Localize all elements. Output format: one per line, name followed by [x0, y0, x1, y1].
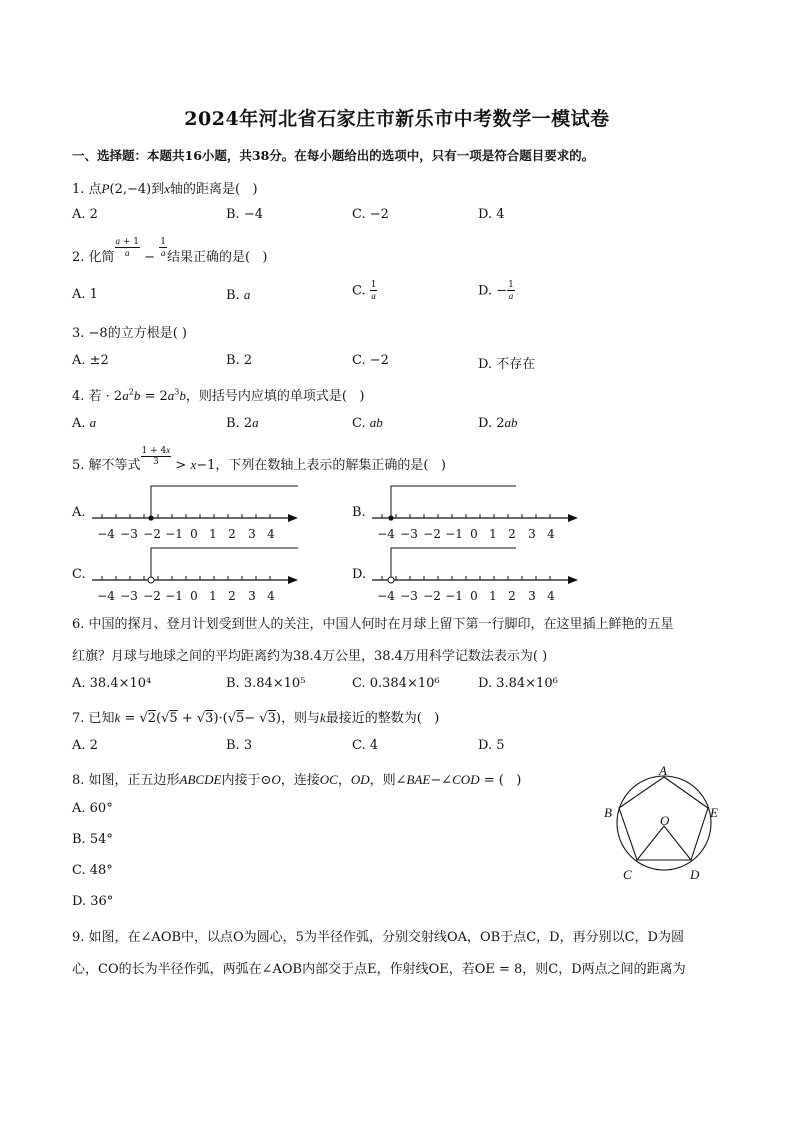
q1-option-a[interactable]: A. 2: [72, 207, 98, 222]
tick-label: 3: [528, 589, 536, 603]
label-e: E: [710, 805, 718, 820]
q4-option-c[interactable]: C. ab: [352, 415, 383, 431]
tick-label: 1: [489, 527, 497, 541]
tick-label: −1: [165, 527, 183, 541]
number-line-c: [86, 544, 301, 606]
tick-label: −4: [97, 589, 115, 603]
question-5: 5. 解不等式 1 + 4x 3 > x−1，下列在数轴上表示的解集正确的是( ): [72, 444, 446, 473]
tick-label: 1: [209, 527, 217, 541]
page-title: 2024年河北省石家庄市新乐市中考数学一模试卷: [184, 108, 610, 130]
q2-option-a[interactable]: A. 1: [72, 287, 98, 302]
label-b: B: [604, 805, 612, 820]
tick-label: 4: [267, 589, 275, 603]
tick-label: −1: [445, 589, 463, 603]
q3-option-d[interactable]: D. 不存在: [478, 357, 536, 372]
q6-option-a[interactable]: A. 38.4×10⁴: [72, 676, 152, 691]
q7-option-c[interactable]: C. 4: [352, 738, 379, 753]
question-6-line-1: 6. 中国的探月、登月计划受到世人的关注，中国人何时在月球上留下第一行脚印，在这里插上鲜艳的五星: [72, 617, 674, 632]
q3-option-a[interactable]: A. ±2: [72, 353, 109, 368]
tick-label: 2: [228, 527, 236, 541]
tick-label: −3: [120, 527, 138, 541]
tick-label: 2: [508, 527, 516, 541]
tick-label: 1: [489, 589, 497, 603]
question-1: 1. 点P(2,−4)到x轴的距离是( ): [72, 181, 258, 197]
q6-option-d[interactable]: D. 3.84×10⁶: [478, 676, 558, 691]
label-c: C: [623, 867, 632, 882]
tick-label: −1: [445, 527, 463, 541]
q4-option-b[interactable]: B. 2a: [226, 415, 259, 431]
tick-label: −4: [377, 527, 395, 541]
q1-option-b[interactable]: B. −4: [226, 207, 263, 222]
q8-option-b[interactable]: B. 54°: [72, 832, 113, 847]
number-line-a: [86, 482, 301, 544]
tick-label: −4: [377, 589, 395, 603]
q3-option-c[interactable]: C. −2: [352, 353, 389, 368]
question-6-line-2: 红旗？月球与地球之间的平均距离约为38.4万公里，38.4万用科学记数法表示为( ): [72, 649, 548, 664]
tick-label: 4: [547, 589, 555, 603]
q5-option-c[interactable]: C.: [72, 567, 86, 582]
q6-option-b[interactable]: B. 3.84×10⁵: [226, 676, 306, 691]
question-8: 8. 如图，正五边形ABCDE内接于⊙O，连接OC，OD，则∠BAE−∠COD = ( ): [72, 772, 522, 788]
q5-option-d[interactable]: D.: [352, 567, 367, 582]
q3-option-b[interactable]: B. 2: [226, 353, 253, 368]
label-a: A: [659, 765, 667, 778]
q5-option-b[interactable]: B.: [352, 505, 366, 520]
tick-label: −3: [400, 527, 418, 541]
q1-option-c[interactable]: C. −2: [352, 207, 389, 222]
question-2: 2. 化简 $\frac{a + 1}{a}$ − $\frac{1}{a}$结果正确的是( ): [72, 236, 268, 265]
tick-label: −2: [143, 589, 161, 603]
q8-option-d[interactable]: D. 36°: [72, 894, 114, 909]
question-4: 4. 若 · $2a^2b = 2a^3b$，则括号内应填的单项式是( ): [72, 387, 365, 404]
q8-option-c[interactable]: C. 48°: [72, 863, 113, 878]
tick-label: 1: [209, 589, 217, 603]
tick-label: 4: [547, 527, 555, 541]
tick-label: −2: [423, 527, 441, 541]
q7-option-b[interactable]: B. 3: [226, 738, 253, 753]
label-d: D: [690, 867, 700, 882]
number-line-b: [366, 482, 581, 544]
q1-option-d[interactable]: D. 4: [478, 207, 505, 222]
label-o: O: [660, 813, 670, 828]
pentagon-figure: [600, 765, 730, 887]
tick-label: 3: [248, 589, 256, 603]
q4-option-d[interactable]: D. 2ab: [478, 415, 518, 431]
tick-label: −2: [143, 527, 161, 541]
tick-label: 3: [248, 527, 256, 541]
question-9-line-2: 心，CO的长为半径作弧，两弧在∠AOB内部交于点E，作射线OE，若OE = 8，则C，D两点之间的距离为: [72, 962, 686, 977]
tick-label: −3: [120, 589, 138, 603]
tick-label: 0: [470, 527, 478, 541]
question-3: 3. −8的立方根是( ): [72, 326, 187, 341]
question-7: 7. 已知k = √2(√5 + √3)·(√5− √3)，则与k最接近的整数为( ): [72, 710, 440, 726]
section-heading: 一、选择题：本题共16小题，共38分。在每小题给出的选项中，只有一项是符合题目要求的。: [72, 148, 595, 163]
tick-label: −1: [165, 589, 183, 603]
q8-option-a[interactable]: A. 60°: [72, 801, 113, 816]
question-9-line-1: 9. 如图，在∠AOB中，以点O为圆心，5为半径作弧，分别交射线OA，OB于点C，D，再分别以C，D为圆: [72, 930, 684, 945]
tick-label: −2: [423, 589, 441, 603]
tick-label: 2: [228, 589, 236, 603]
q5-option-a[interactable]: A.: [72, 505, 86, 520]
tick-label: 2: [508, 589, 516, 603]
q7-option-d[interactable]: D. 5: [478, 738, 505, 753]
q2-option-b[interactable]: B. a: [226, 287, 251, 303]
q2-option-c[interactable]: C. $\frac{1}{a}$: [352, 280, 377, 301]
number-line-d: [366, 544, 581, 606]
tick-label: 3: [528, 527, 536, 541]
tick-label: 0: [470, 589, 478, 603]
tick-label: 0: [190, 589, 198, 603]
q4-option-a[interactable]: A. a: [72, 415, 97, 431]
tick-label: 4: [267, 527, 275, 541]
q2-option-d[interactable]: D. − $\frac{1}{a}$: [478, 280, 514, 301]
q6-option-c[interactable]: C. 0.384×10⁶: [352, 676, 440, 691]
tick-label: −3: [400, 589, 418, 603]
tick-label: 0: [190, 527, 198, 541]
q7-option-a[interactable]: A. 2: [72, 738, 98, 753]
tick-label: −4: [97, 527, 115, 541]
